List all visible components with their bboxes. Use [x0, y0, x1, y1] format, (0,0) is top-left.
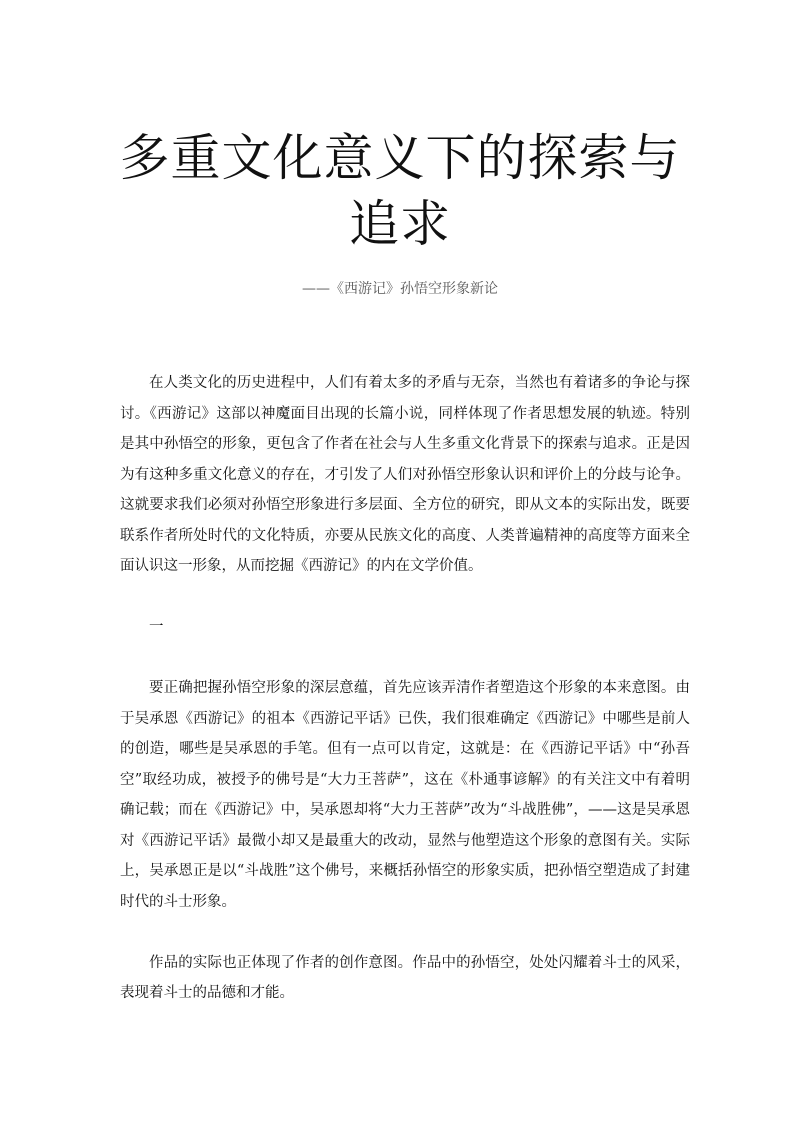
- paragraph-body-1: 要正确把握孙悟空形象的深层意蕴，首先应该弄清作者塑造这个形象的本来意图。由于吴承恩《西游记》的祖本《西游记平话》已佚，我们很难确定《西游记》中哪些是前人的创造，哪些是吴承恩的手笔。但有一点可以肯定，这就是：在《西游记平话》中“孙吾空”取经功成，被授予的佛号是“大力王菩萨”，这在《朴通事谚解》的有关注文中有着明确记载；而在《西游记》中，吴承恩却将“大力王菩萨”改为“斗战胜佛”，——这是吴承恩对《西游记平话》最微小却又是最重大的改动，显然与他塑造这个形象的意图有关。实际上，吴承恩正是以“斗战胜”这个佛号，来概括孙悟空的形象实质，把孙悟空塑造成了封建时代的斗士形象。: [120, 680, 690, 910]
- document-body: [120, 368, 690, 1009]
- paragraph-gap: [120, 643, 690, 674]
- section-number: 一: [149, 619, 164, 635]
- paragraph-gap: [120, 917, 690, 948]
- paragraph-intro: 在人类文化的历史进程中，人们有着太多的矛盾与无奈，当然也有着诸多的争论与探讨。《西游记》这部以神魔面目出现的长篇小说，同样体现了作者思想发展的轨迹。特别是其中孙悟空的形象，更包含了作者在社会与人生多重文化背景下的探索与追求。正是因为有这种多重文化意义的存在，才引发了人们对孙悟空形象认识和评价上的分歧与论争。这就要求我们必须对孙悟空形象进行多层面、全方位的研究，即从文本的实际出发，既要联系作者所处时代的文化特质，亦要从民族文化的高度、人类普遍精神的高度等方面来全面认识这一形象，从而挖掘《西游记》的内在文学价值。: [120, 375, 690, 574]
- document-subtitle: ——《西游记》孙悟空形象新论: [302, 281, 498, 297]
- paragraph-body-2: 作品的实际也正体现了作者的创作意图。作品中的孙悟空，处处闪耀着斗士的风采，表现着斗士的品德和才能。: [120, 954, 690, 1001]
- document-title: 多重文化意义下的探索与追求: [119, 129, 681, 253]
- paragraph-gap: [120, 582, 690, 613]
